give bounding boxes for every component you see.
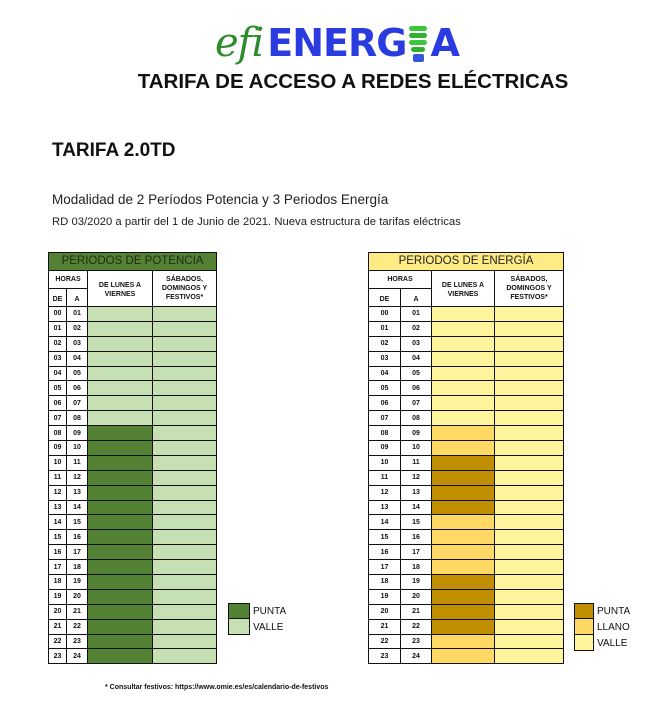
hour-to: 16: [67, 530, 88, 545]
horas-header: HORAS: [49, 271, 88, 289]
hour-to: 23: [67, 634, 88, 649]
weekend-period-valle: [495, 426, 564, 441]
horas-header: HORAS: [369, 271, 432, 289]
hour-from: 04: [49, 366, 67, 381]
hour-from: 21: [49, 619, 67, 634]
a-header: A: [67, 289, 88, 307]
hour-from: 09: [49, 441, 67, 456]
hour-to: 10: [401, 441, 432, 456]
hour-to: 03: [401, 336, 432, 351]
hour-to: 18: [401, 560, 432, 575]
hour-to: 21: [67, 604, 88, 619]
energia-periods-table: [368, 252, 564, 664]
weekend-period-valle: [153, 336, 217, 351]
table-row: [369, 619, 564, 634]
table-row: [369, 307, 564, 322]
weekday-column-header: DE LUNES A VIERNES: [432, 271, 495, 307]
table-row: [49, 575, 217, 590]
weekend-period-valle: [495, 336, 564, 351]
weekend-period-valle: [153, 411, 217, 426]
table-row: [49, 470, 217, 485]
hour-from: 01: [49, 321, 67, 336]
hour-from: 20: [49, 604, 67, 619]
weekend-period-valle: [153, 321, 217, 336]
weekday-period-punta: [88, 649, 153, 664]
weekday-period-punta: [88, 589, 153, 604]
hour-to: 04: [67, 351, 88, 366]
hour-from: 10: [49, 455, 67, 470]
potencia-table-title: PERIODOS DE POTENCIA: [49, 253, 217, 271]
hour-from: 00: [49, 307, 67, 322]
table-row: [49, 604, 217, 619]
hour-from: 22: [49, 634, 67, 649]
weekend-period-valle: [153, 307, 217, 322]
potencia-legend: [228, 603, 286, 635]
weekend-period-valle: [495, 411, 564, 426]
weekday-period-valle: [88, 321, 153, 336]
table-row: [369, 321, 564, 336]
weekend-period-valle: [495, 634, 564, 649]
weekday-period-punta: [88, 485, 153, 500]
weekday-period-llano: [432, 426, 495, 441]
weekday-period-valle: [88, 366, 153, 381]
hour-to: 24: [401, 649, 432, 664]
hour-from: 01: [369, 321, 401, 336]
table-row: [369, 649, 564, 664]
hour-from: 16: [49, 545, 67, 560]
hour-to: 19: [67, 575, 88, 590]
table-row: [369, 441, 564, 456]
weekend-period-valle: [495, 351, 564, 366]
energia-legend: [574, 603, 630, 651]
weekend-period-valle: [153, 455, 217, 470]
weekend-period-valle: [495, 560, 564, 575]
legend-label: PUNTA: [253, 605, 287, 617]
legend-label: VALLE: [253, 621, 284, 633]
hour-from: 21: [369, 619, 401, 634]
hour-from: 07: [49, 411, 67, 426]
weekend-period-valle: [153, 649, 217, 664]
hour-to: 07: [401, 396, 432, 411]
hour-from: 13: [369, 500, 401, 515]
table-row: [49, 455, 217, 470]
table-row: [369, 336, 564, 351]
hour-from: 06: [49, 396, 67, 411]
weekday-period-punta: [88, 560, 153, 575]
a-header: A: [401, 289, 432, 307]
table-row: [369, 470, 564, 485]
hour-from: 19: [49, 589, 67, 604]
hour-from: 19: [369, 589, 401, 604]
hour-to: 13: [67, 485, 88, 500]
table-row: [49, 411, 217, 426]
weekday-period-punta: [88, 426, 153, 441]
weekday-period-valle: [432, 351, 495, 366]
weekend-period-valle: [495, 545, 564, 560]
hour-to: 15: [401, 515, 432, 530]
weekend-period-valle: [495, 604, 564, 619]
weekday-period-punta: [88, 575, 153, 590]
hour-to: 04: [401, 351, 432, 366]
hour-from: 22: [369, 634, 401, 649]
table-row: [369, 396, 564, 411]
hour-to: 02: [401, 321, 432, 336]
weekday-period-llano: [432, 530, 495, 545]
hour-from: 10: [369, 455, 401, 470]
tariff-modality: Modalidad de 2 Períodos Potencia y 3 Periodos Energía: [52, 192, 389, 207]
weekday-period-punta: [432, 455, 495, 470]
hour-to: 06: [67, 381, 88, 396]
weekday-period-valle: [88, 307, 153, 322]
hour-from: 12: [369, 485, 401, 500]
weekend-period-valle: [153, 619, 217, 634]
table-row: [49, 560, 217, 575]
weekend-period-valle: [495, 455, 564, 470]
weekday-period-valle: [432, 321, 495, 336]
potencia-periods-table: [48, 252, 217, 664]
table-row: [49, 321, 217, 336]
page-title: TARIFA DE ACCESO A REDES ELÉCTRICAS: [137, 70, 569, 93]
table-row: [49, 396, 217, 411]
weekend-period-valle: [495, 321, 564, 336]
weekend-period-valle: [495, 575, 564, 590]
weekday-period-punta: [88, 530, 153, 545]
weekday-period-valle: [88, 396, 153, 411]
hour-from: 20: [369, 604, 401, 619]
weekend-period-valle: [495, 381, 564, 396]
table-row: [369, 500, 564, 515]
weekday-period-valle: [432, 307, 495, 322]
weekday-period-valle: [88, 351, 153, 366]
table-row: [49, 441, 217, 456]
weekday-period-punta: [432, 485, 495, 500]
weekday-period-valle: [88, 381, 153, 396]
hour-to: 15: [67, 515, 88, 530]
weekday-period-llano: [432, 515, 495, 530]
hour-from: 03: [369, 351, 401, 366]
weekday-period-llano: [432, 649, 495, 664]
weekday-period-punta: [88, 515, 153, 530]
hour-from: 03: [49, 351, 67, 366]
weekday-period-punta: [88, 545, 153, 560]
weekend-period-valle: [153, 351, 217, 366]
table-row: [49, 307, 217, 322]
table-row: [369, 411, 564, 426]
weekend-period-valle: [153, 500, 217, 515]
weekday-period-valle: [432, 366, 495, 381]
hour-from: 23: [369, 649, 401, 664]
weekday-period-punta: [88, 470, 153, 485]
weekday-period-llano: [432, 560, 495, 575]
weekend-period-valle: [153, 426, 217, 441]
hour-from: 08: [369, 426, 401, 441]
weekday-period-punta: [432, 589, 495, 604]
hour-from: 07: [369, 411, 401, 426]
table-row: [49, 530, 217, 545]
hour-from: 16: [369, 545, 401, 560]
weekend-period-valle: [495, 441, 564, 456]
legend-swatch-punta: [228, 603, 250, 619]
weekday-period-punta: [432, 604, 495, 619]
energia-table-body: [369, 307, 564, 664]
hour-from: 08: [49, 426, 67, 441]
hour-to: 20: [401, 589, 432, 604]
hour-to: 08: [67, 411, 88, 426]
table-row: [49, 545, 217, 560]
table-row: [49, 589, 217, 604]
festivos-footnote: * Consultar festivos: https://www.omie.es/es/calendario-de-festivos: [105, 684, 329, 691]
weekend-period-valle: [153, 396, 217, 411]
weekend-period-valle: [495, 485, 564, 500]
legend-swatch-llano: [574, 619, 594, 635]
hour-from: 02: [49, 336, 67, 351]
legend-swatch-valle: [228, 619, 250, 635]
legend-label: LLANO: [597, 621, 630, 633]
hour-to: 17: [401, 545, 432, 560]
weekday-period-punta: [88, 500, 153, 515]
hour-to: 05: [67, 366, 88, 381]
hour-to: 02: [67, 321, 88, 336]
hour-from: 14: [369, 515, 401, 530]
table-row: [49, 485, 217, 500]
hour-to: 09: [67, 426, 88, 441]
hour-to: 01: [401, 307, 432, 322]
table-row: [369, 381, 564, 396]
hour-to: 11: [401, 455, 432, 470]
hour-from: 15: [49, 530, 67, 545]
hour-to: 20: [67, 589, 88, 604]
hour-from: 04: [369, 366, 401, 381]
hour-to: 09: [401, 426, 432, 441]
de-header: DE: [49, 289, 67, 307]
hour-to: 24: [67, 649, 88, 664]
hour-from: 23: [49, 649, 67, 664]
weekday-period-punta: [88, 619, 153, 634]
table-row: [369, 515, 564, 530]
hour-to: 17: [67, 545, 88, 560]
logo-name-part1: ENERG: [267, 21, 407, 65]
logo-name-part2: A: [430, 21, 459, 65]
table-row: [369, 366, 564, 381]
hour-from: 05: [49, 381, 67, 396]
hour-to: 18: [67, 560, 88, 575]
weekend-period-valle: [495, 366, 564, 381]
weekend-period-valle: [153, 470, 217, 485]
weekday-period-valle: [432, 411, 495, 426]
hour-from: 11: [369, 470, 401, 485]
efienergia-logo: [215, 14, 459, 64]
hour-from: 05: [369, 381, 401, 396]
hour-to: 13: [401, 485, 432, 500]
weekend-period-valle: [153, 545, 217, 560]
hour-from: 15: [369, 530, 401, 545]
hour-to: 12: [67, 470, 88, 485]
hour-from: 18: [369, 575, 401, 590]
legend-item-punta: [574, 603, 630, 619]
legend-item-punta: [228, 603, 286, 619]
hour-to: 07: [67, 396, 88, 411]
weekend-period-valle: [153, 485, 217, 500]
weekday-period-valle: [432, 336, 495, 351]
hour-from: 09: [369, 441, 401, 456]
energia-table-title: PERIODOS DE ENERGÍA: [369, 253, 564, 271]
table-row: [369, 530, 564, 545]
light-bulb-icon: [407, 22, 429, 64]
hour-from: 17: [49, 560, 67, 575]
weekend-period-valle: [495, 589, 564, 604]
weekday-period-llano: [432, 441, 495, 456]
weekend-period-valle: [153, 604, 217, 619]
table-row: [49, 619, 217, 634]
table-row: [49, 351, 217, 366]
hour-to: 06: [401, 381, 432, 396]
weekday-column-header: DE LUNES A VIERNES: [88, 271, 153, 307]
weekday-period-llano: [432, 545, 495, 560]
table-row: [49, 500, 217, 515]
hour-from: 00: [369, 307, 401, 322]
hour-to: 05: [401, 366, 432, 381]
hour-from: 06: [369, 396, 401, 411]
table-row: [49, 649, 217, 664]
legend-item-valle: [228, 619, 286, 635]
weekend-period-valle: [153, 366, 217, 381]
hour-to: 08: [401, 411, 432, 426]
weekend-period-valle: [495, 470, 564, 485]
table-row: [369, 589, 564, 604]
weekend-period-valle: [495, 515, 564, 530]
hour-from: 02: [369, 336, 401, 351]
weekday-period-punta: [432, 470, 495, 485]
weekend-period-valle: [495, 396, 564, 411]
weekday-period-valle: [88, 411, 153, 426]
weekend-period-valle: [153, 530, 217, 545]
tariff-name: TARIFA 2.0TD: [52, 140, 176, 161]
logo-prefix: efi: [215, 20, 264, 66]
weekday-period-punta: [88, 455, 153, 470]
hour-to: 22: [67, 619, 88, 634]
table-row: [49, 515, 217, 530]
de-header: DE: [369, 289, 401, 307]
weekday-period-punta: [432, 619, 495, 634]
weekday-period-valle: [88, 336, 153, 351]
table-row: [369, 485, 564, 500]
hour-to: 23: [401, 634, 432, 649]
table-row: [369, 545, 564, 560]
weekend-column-header: SÁBADOS, DOMINGOS Y FESTIVOS*: [495, 271, 564, 307]
weekend-period-valle: [153, 634, 217, 649]
hour-from: 13: [49, 500, 67, 515]
weekend-period-valle: [495, 530, 564, 545]
table-row: [49, 336, 217, 351]
weekday-period-punta: [432, 575, 495, 590]
hour-to: 10: [67, 441, 88, 456]
hour-from: 11: [49, 470, 67, 485]
table-row: [369, 455, 564, 470]
table-row: [369, 426, 564, 441]
hour-to: 19: [401, 575, 432, 590]
hour-from: 14: [49, 515, 67, 530]
weekend-period-valle: [153, 381, 217, 396]
hour-to: 16: [401, 530, 432, 545]
weekday-period-llano: [432, 634, 495, 649]
table-row: [369, 634, 564, 649]
table-row: [369, 351, 564, 366]
hour-to: 01: [67, 307, 88, 322]
table-row: [49, 634, 217, 649]
weekend-period-valle: [153, 589, 217, 604]
table-row: [49, 381, 217, 396]
hour-from: 17: [369, 560, 401, 575]
table-row: [369, 560, 564, 575]
table-row: [49, 366, 217, 381]
weekday-period-punta: [88, 604, 153, 619]
weekday-period-punta: [88, 441, 153, 456]
weekend-period-valle: [153, 515, 217, 530]
hour-to: 21: [401, 604, 432, 619]
hour-to: 03: [67, 336, 88, 351]
weekday-period-valle: [432, 396, 495, 411]
weekend-column-header: SÁBADOS, DOMINGOS Y FESTIVOS*: [153, 271, 217, 307]
hour-from: 18: [49, 575, 67, 590]
hour-to: 11: [67, 455, 88, 470]
table-row: [369, 575, 564, 590]
weekend-period-valle: [495, 649, 564, 664]
weekday-period-punta: [88, 634, 153, 649]
legend-swatch-punta: [574, 603, 594, 619]
weekend-period-valle: [153, 575, 217, 590]
table-row: [369, 604, 564, 619]
table-row: [49, 426, 217, 441]
weekend-period-valle: [495, 307, 564, 322]
legend-swatch-valle: [574, 635, 594, 651]
weekday-period-valle: [432, 381, 495, 396]
legend-item-valle: [574, 635, 630, 651]
legend-label: VALLE: [597, 637, 628, 649]
weekend-period-valle: [495, 500, 564, 515]
hour-from: 12: [49, 485, 67, 500]
hour-to: 14: [401, 500, 432, 515]
legend-label: PUNTA: [597, 605, 631, 617]
hour-to: 14: [67, 500, 88, 515]
weekday-period-punta: [432, 500, 495, 515]
hour-to: 22: [401, 619, 432, 634]
tariff-regulation: RD 03/2020 a partir del 1 de Junio de 2021. Nueva estructura de tarifas eléctricas: [52, 216, 461, 228]
weekend-period-valle: [153, 560, 217, 575]
legend-item-llano: [574, 619, 630, 635]
hour-to: 12: [401, 470, 432, 485]
potencia-table-body: [49, 307, 217, 664]
weekend-period-valle: [495, 619, 564, 634]
weekend-period-valle: [153, 441, 217, 456]
